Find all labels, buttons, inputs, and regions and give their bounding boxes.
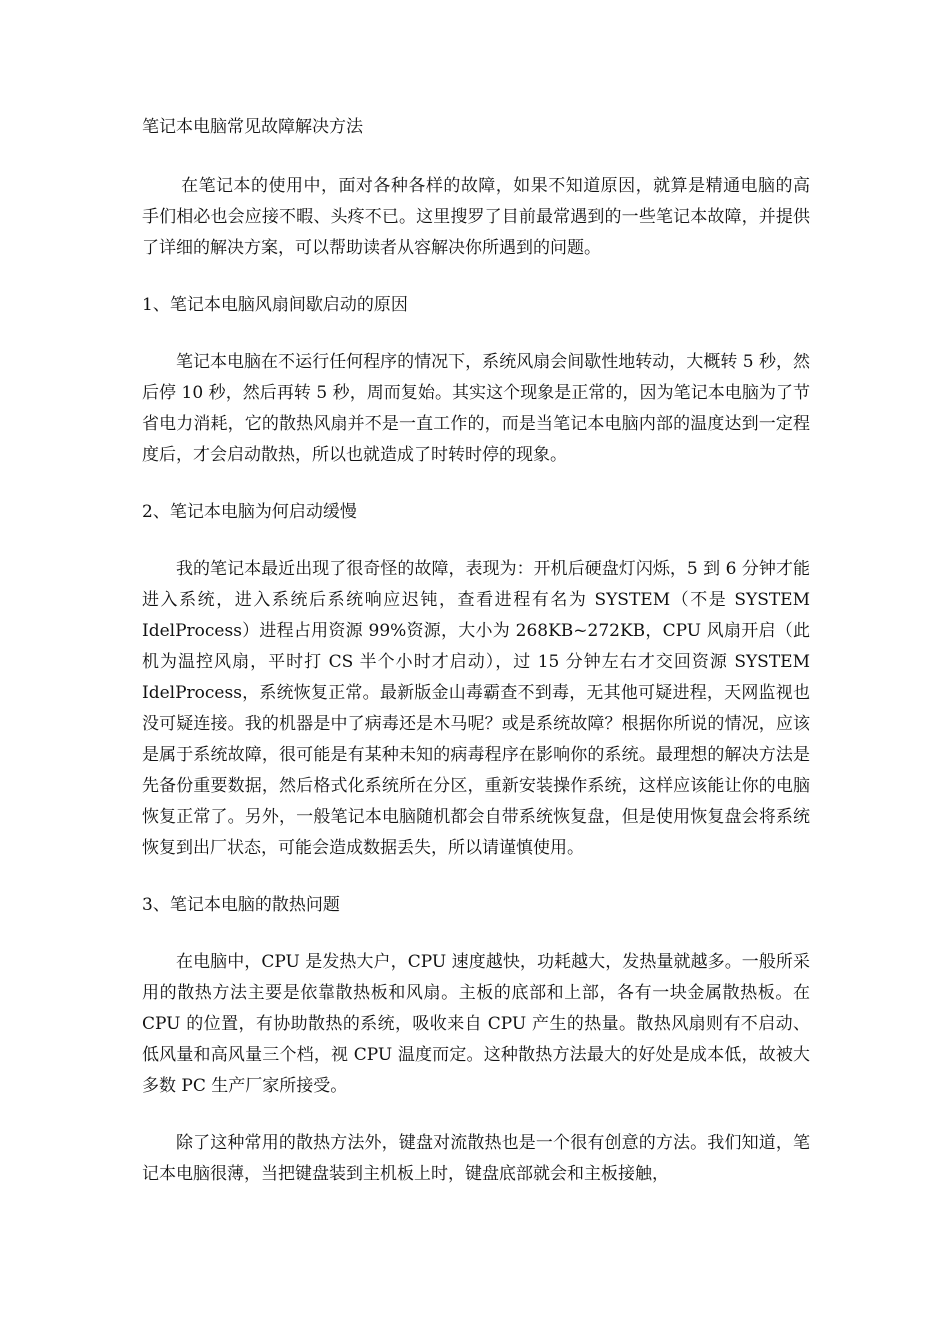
section-fan [142,290,810,471]
intro-paragraph: 在笔记本的使用中，面对各种各样的故障，如果不知道原因，就算是精通电脑的高手们相必也会应接不暇、头疼不已。这里搜罗了目前最常遇到的一些笔记本故障，并提供了详细的解决方案，可以帮助读者从容解决你所遇到的问题。 [142,176,810,258]
section-cooling-paragraph-1: 在电脑中，CPU 是发热大户，CPU 速度越快，功耗越大，发热量就越多。一般所采用的散热方法主要是依靠散热板和风扇。主板的底部和上部，各有一块金属散热板。在 CPU 的位置，有协助散热的系统，吸收来自 CPU 产生的热量。散热风扇则有不启动、低风量和高风量三个档，视 CPU 温度而定。这种散热方法最大的好处是成本低，故被大多数 PC 生产厂家所接受。 [142,952,810,1096]
section-slow-boot [142,497,810,864]
section-cooling-paragraph-2: 除了这种常用的散热方法外，键盘对流散热也是一个很有创意的方法。我们知道，笔记本电脑很薄，当把键盘装到主机板上时，键盘底部就会和主板接触， [142,1133,810,1184]
section-heading-slow-boot: 2、笔记本电脑为何启动缓慢 [142,502,357,522]
document-title: 笔记本电脑常见故障解决方法 [142,117,363,137]
section-heading-fan: 1、笔记本电脑风扇间歇启动的原因 [142,295,408,315]
section-cooling [142,890,810,1190]
section-fan-paragraph: 笔记本电脑在不运行任何程序的情况下，系统风扇会间歇性地转动，大概转 5 秒，然后停 10 秒，然后再转 5 秒，周而复始。其实这个现象是正常的，因为笔记本电脑为了节省电力消耗，它的散热风扇并不是一直工作的，而是当笔记本电脑内部的温度达到一定程度后，才会启动散热，所以也就造成了时转时停的现象。 [142,352,810,465]
section-heading-cooling: 3、笔记本电脑的散热问题 [142,895,340,915]
document-page [142,112,810,1190]
section-slow-boot-paragraph: 我的笔记本最近出现了很奇怪的故障，表现为：开机后硬盘灯闪烁，5 到 6 分钟才能进入系统，进入系统后系统响应迟钝，查看进程有名为 SYSTEM（不是 SYSTEM IdelProcess）进程占用资源 99%资源，大小为 268KB~272KB，CPU 风扇开启（此机为温控风扇，平时打 CS 半个小时才启动），过 15 分钟左右才交回资源 SYSTEM IdelProcess，系统恢复正常。最新版金山毒霸查不到毒，无其他可疑进程，天网监视也没可疑连接。我的机器是中了病毒还是木马呢？或是系统故障？根据你所说的情况，应该是属于系统故障，很可能是有某种未知的病毒程序在影响你的系统。最理想的解决方法是先备份重要数据，然后格式化系统所在分区，重新安装操作系统，这样应该能让你的电脑恢复正常了。另外，一般笔记本电脑随机都会自带系统恢复盘，但是使用恢复盘会将系统恢复到出厂状态，可能会造成数据丢失，所以请谨慎使用。 [142,559,810,858]
